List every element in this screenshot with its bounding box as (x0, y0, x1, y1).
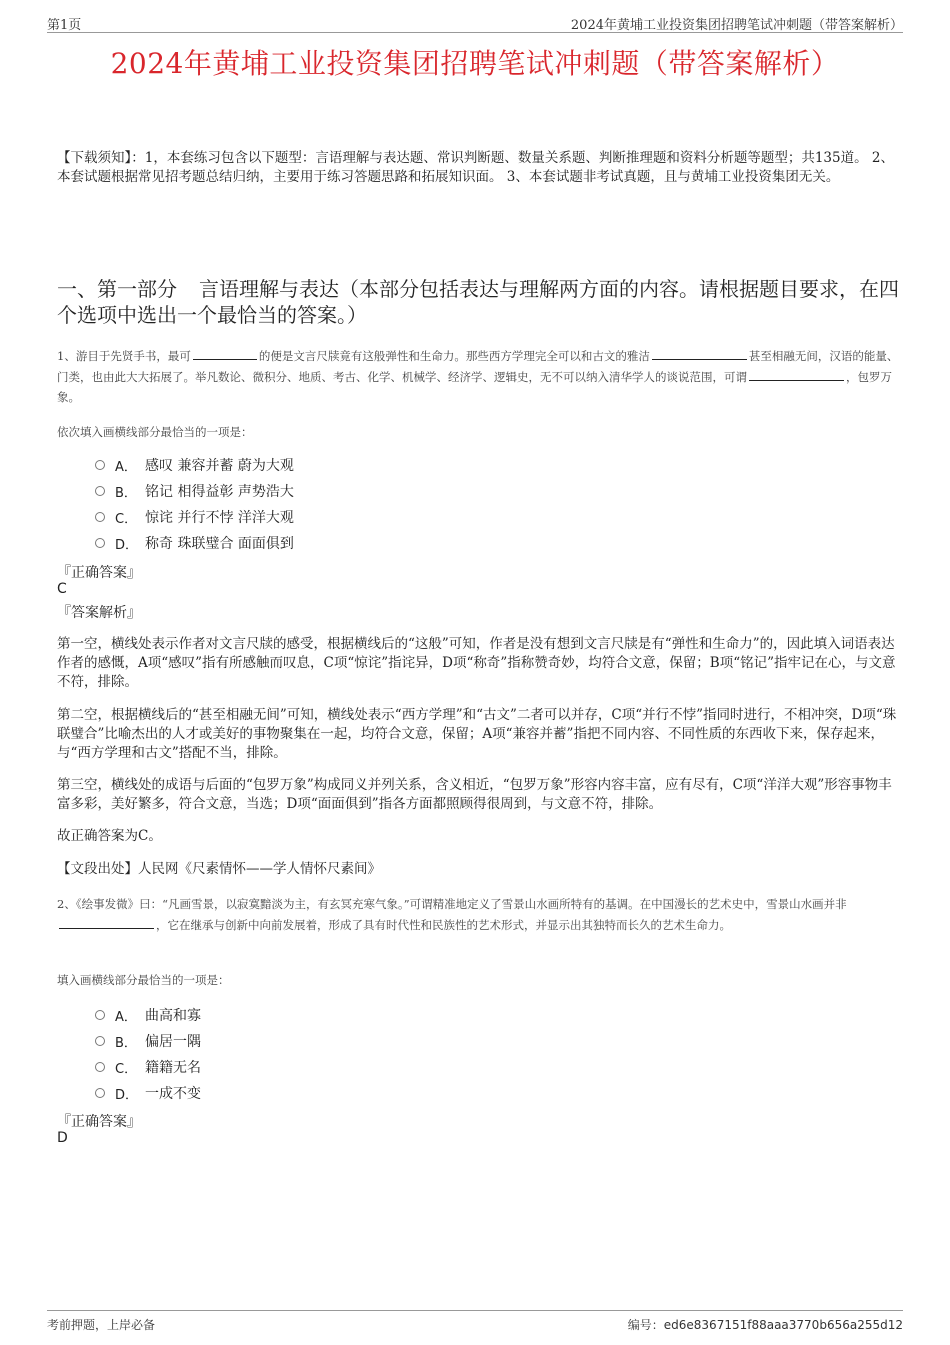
option-text: 籍籍无名 (145, 1060, 201, 1076)
option-d[interactable] (95, 1080, 201, 1106)
download-notice: 【下载须知】：1，本套练习包含以下题型：言语理解与表达题、常识判断题、数量关系题、判断推理题和资料分析题等题型；共135道。 2、本套试题根据常见招考题总结归纳，主要用于练习答题思路和拓展知识面。 3、本套试题非考试真题，且与黄埔工业投资集团无关。 (57, 150, 894, 185)
q1-part-1: 1、游目于先贤手书，最可 (57, 349, 191, 363)
document-title: 2024年黄埔工业投资集团招聘笔试冲刺题（带答案解析） (110, 47, 840, 80)
radio-icon[interactable] (95, 1088, 105, 1098)
option-letter: B． (115, 1035, 137, 1051)
q1-part-2: 的便是文言尺牍竟有这般弹性和生命力。那些西方学理完全可以和古文的雅洁 (258, 349, 650, 363)
question-2-text (57, 894, 899, 935)
analysis-paragraph: 第三空，横线处的成语与后面的“包罗万象”构成同义并列关系，含义相近，“包罗万象”形容内容丰富，应有尽有，C项“洋洋大观”形容事物丰富多彩，美好繁多，符合文意，当选；D项“面面俱到”指各方面都照顾得很周到，与文意不符，排除。 (57, 777, 892, 812)
option-text: 偏居一隅 (145, 1034, 201, 1050)
option-text: 铭记 相得益彰 声势浩大 (145, 484, 294, 500)
fill-blank (652, 346, 747, 360)
analysis-paragraph: 第一空，横线处表示作者对文言尺牍的感受，根据横线后的“这般”可知，作者是没有想到文言尺牍是有“弹性和生命力”的，因此填入词语表达作者的感慨，A项“感叹”指有所感触而叹息，C项“惊诧”指诧异，D项“称奇”指称赞奇妙，均符合文意，保留；B项“铭记”指牢记在心，与文意不符，排除。 (57, 636, 896, 690)
option-d[interactable] (95, 530, 294, 556)
page-header (47, 12, 903, 33)
option-text: 曲高和寡 (145, 1008, 201, 1024)
option-text: 称奇 珠联璧合 面面俱到 (145, 536, 294, 552)
option-letter: B． (115, 485, 137, 501)
page-footer (47, 1310, 903, 1335)
page-number: 第1页 (47, 18, 82, 33)
question-1-prompt: 依次填入画横线部分最恰当的一项是： (57, 425, 253, 439)
option-c[interactable] (95, 504, 294, 530)
analysis-conclusion: 故正确答案为C。 (57, 828, 162, 844)
fill-blank (59, 915, 154, 929)
section-heading (57, 276, 899, 328)
option-letter: D． (115, 1087, 139, 1103)
radio-icon[interactable] (95, 1062, 105, 1072)
q1-part-4: ，包罗万象。 (57, 369, 892, 404)
question-2-prompt: 填入画横线部分最恰当的一项是： (57, 973, 230, 987)
radio-icon[interactable] (95, 460, 105, 470)
option-text: 一成不变 (145, 1086, 201, 1102)
analysis-label: 『答案解析』 (57, 605, 141, 621)
option-letter: D． (115, 537, 139, 553)
question-1-options (95, 452, 294, 556)
radio-icon[interactable] (95, 538, 105, 548)
section-number: 一、第一部分 (57, 277, 177, 301)
answer-value: D (57, 1130, 68, 1146)
footer-serial: 编号：ed6e8367151f88aaa3770b656a255d12 (627, 1318, 903, 1332)
q1-part-3: 甚至相融无间，汉语的能量、门类，也由此大大拓展了。举凡数论、微积分、地质、考古、化学、机械学、经济学、逻辑史，无不可以纳入清华学人的谈说范围，可谓 (57, 349, 899, 384)
option-letter: C． (115, 511, 138, 527)
footer-slogan: 考前押题，上岸必备 (47, 1318, 156, 1332)
option-a[interactable] (95, 1002, 201, 1028)
header-doc-title: 2024年黄埔工业投资集团招聘笔试冲刺题（带答案解析） (570, 18, 903, 33)
radio-icon[interactable] (95, 1010, 105, 1020)
answer-label: 『正确答案』 (57, 1114, 141, 1130)
analysis-paragraph: 第二空，根据横线后的“甚至相融无间”可知，横线处表示“西方学理”和“古文”二者可以并存，C项“并行不悖”指同时进行，不相冲突，D项“珠联璧合”比喻杰出的人才或美好的事物聚集在一起，均符合文意，保留；A项“兼容并蓄”指把不同内容、不同性质的东西收下来，保存起来，与“西方学理和古文”搭配不当，排除。 (57, 707, 897, 761)
radio-icon[interactable] (95, 1036, 105, 1046)
question-1-text (57, 346, 899, 408)
source-citation: 【文段出处】人民网《尺素情怀——学人情怀尺素间》 (57, 861, 381, 877)
fill-blank (193, 346, 257, 360)
option-a[interactable] (95, 452, 294, 478)
option-text: 惊诧 并行不悖 洋洋大观 (145, 510, 294, 526)
option-b[interactable] (95, 1028, 201, 1054)
option-b[interactable] (95, 478, 294, 504)
question-2-options (95, 1002, 201, 1106)
radio-icon[interactable] (95, 486, 105, 496)
option-text: 感叹 兼容并蓄 蔚为大观 (145, 458, 294, 474)
answer-value: C (57, 581, 67, 597)
option-letter: A． (115, 1009, 137, 1025)
option-letter: A． (115, 459, 137, 475)
q2-part-1: 2、《绘事发微》曰：“凡画雪景，以寂寞黯淡为主，有玄冥充寒气象。”可谓精准地定义了雪景山水画所特有的基调。在中国漫长的艺术史中，雪景山水画并非 (57, 897, 847, 911)
option-letter: C． (115, 1061, 138, 1077)
section-text: 言语理解与表达（本部分包括表达与理解两方面的内容。请根据题目要求，在四个选项中选出一个最恰当的答案。） (57, 277, 899, 327)
option-c[interactable] (95, 1054, 201, 1080)
fill-blank (749, 367, 844, 381)
q2-part-2: ，它在继承与创新中向前发展着，形成了具有时代性和民族性的艺术形式，并显示出其独特而长久的艺术生命力。 (156, 917, 731, 932)
answer-label: 『正确答案』 (57, 565, 141, 581)
radio-icon[interactable] (95, 512, 105, 522)
